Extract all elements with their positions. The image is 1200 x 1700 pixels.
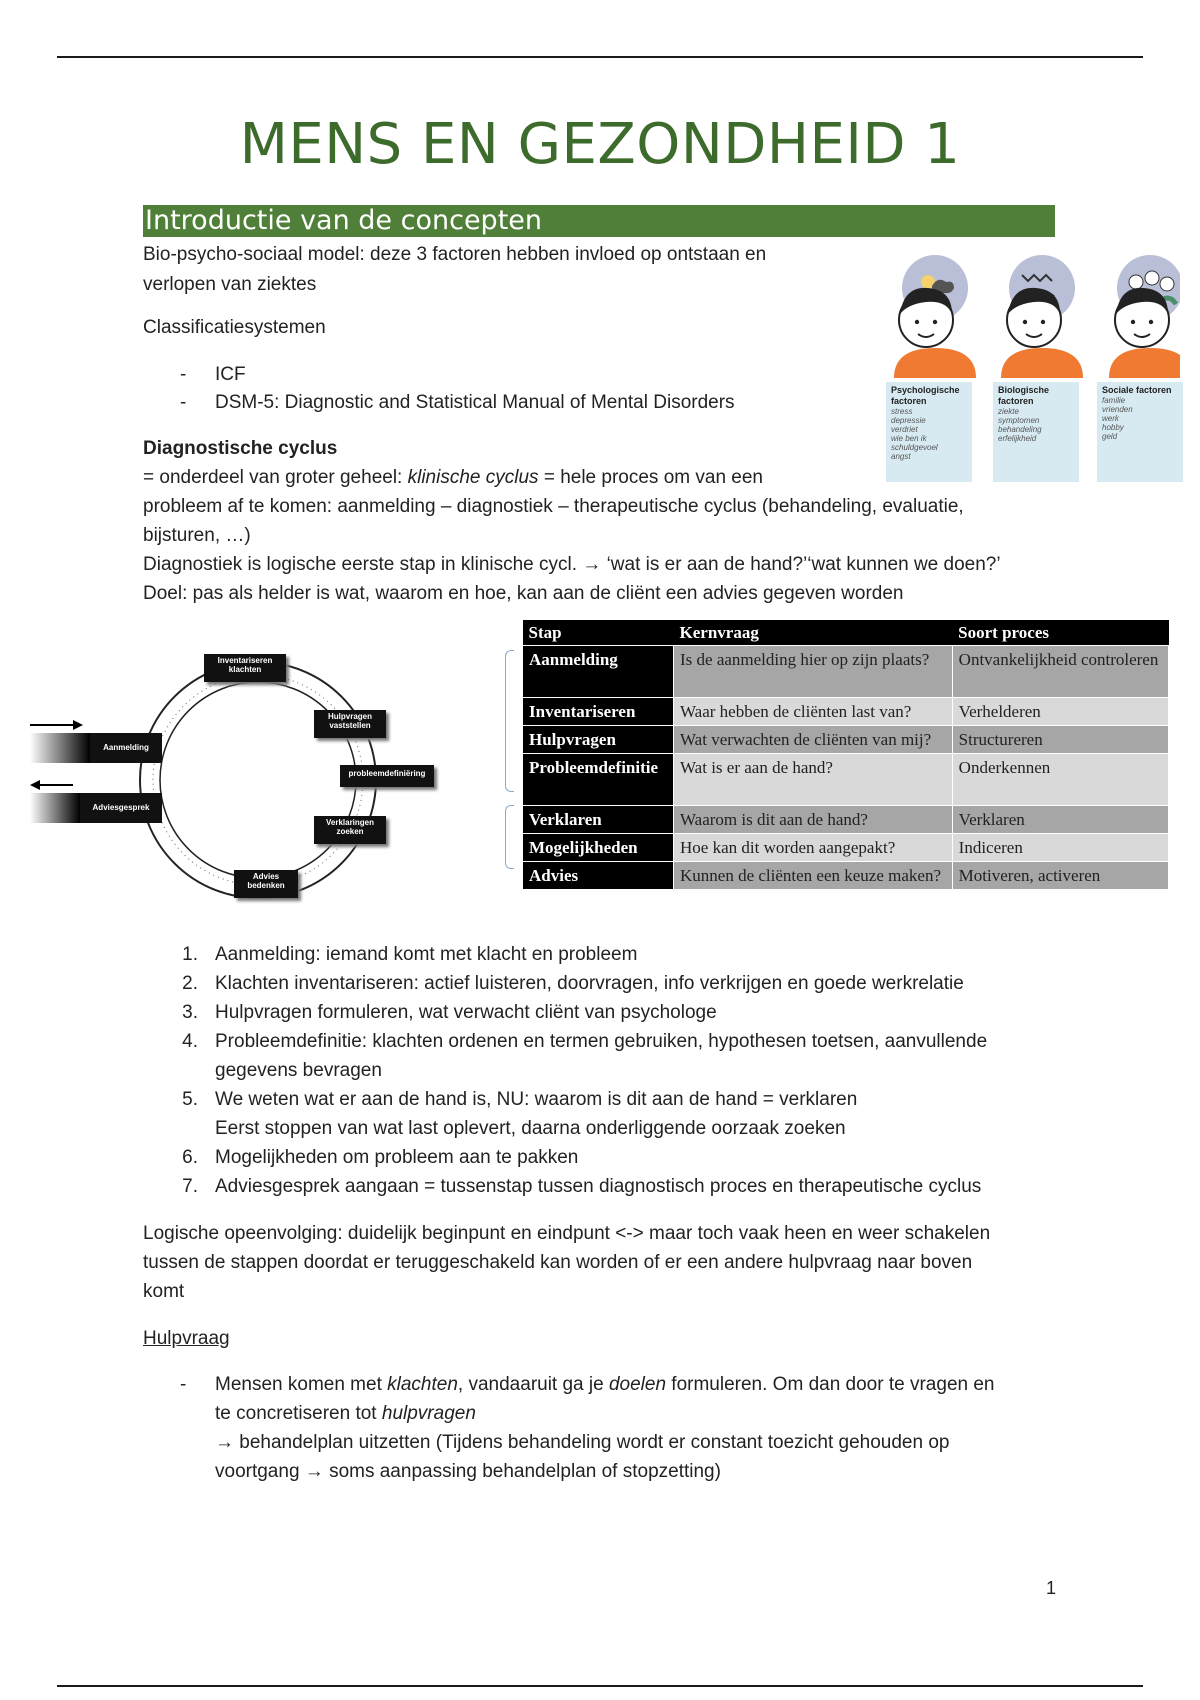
bullet-dash: -: [180, 364, 187, 385]
factor-item: verdriet: [891, 425, 918, 434]
cell-soort: Structureren: [952, 726, 1168, 754]
list-text: Hulpvragen formuleren, wat verwacht cliënt van psychologe: [215, 1002, 717, 1023]
page-number: 1: [1046, 1578, 1057, 1598]
intro-line-1: Bio-psycho-sociaal model: deze 3 factoren hebben invloed op ontstaan en: [143, 244, 767, 265]
cell-soort: Verhelderen: [952, 698, 1168, 726]
arrow-in-icon: [30, 720, 83, 730]
cell-stap: Probleemdefinitie: [523, 754, 674, 806]
table-bracket-bottom: [505, 805, 514, 869]
list-text: Probleemdefinitie: klachten ordenen en termen gebruiken, hypothesen toetsen, aanvullende: [215, 1031, 988, 1052]
table-row: [523, 698, 1169, 726]
factor-item: familie: [1102, 396, 1126, 405]
factor-title: Psychologische factoren: [891, 385, 960, 406]
cell-soort: Motiveren, activeren: [952, 862, 1168, 890]
logisch-line-3: komt: [143, 1281, 185, 1302]
list-number: 5.: [182, 1089, 198, 1110]
section-heading: [143, 205, 1055, 237]
kernvraag-table: [522, 620, 1169, 890]
cell-kernvraag: Waar hebben de cliënten last van?: [674, 698, 953, 726]
emphasis-run: klachten: [387, 1374, 458, 1395]
bullet-dash: -: [180, 1374, 187, 1395]
bullet-text: [215, 1370, 995, 1399]
list-text: Klachten inventariseren: actief luisteren, doorvragen, info verkrijgen en goede werkrelatie: [215, 973, 964, 994]
list-text: Mogelijkheden om probleem aan te pakken: [215, 1147, 579, 1168]
factor-item: werk: [1102, 414, 1119, 423]
list-number: 7.: [182, 1176, 198, 1197]
cell-soort: Ontvankelijkheid controleren: [952, 646, 1168, 698]
factor-item: schuldgevoel: [891, 443, 938, 452]
text-run: = onderdeel van groter geheel:: [143, 467, 408, 488]
table-row: [523, 726, 1169, 754]
bullet-text: voortgang → soms aanpassing behandelplan of stopzetting): [215, 1461, 721, 1482]
list-number: 4.: [182, 1031, 198, 1052]
factor-title: Sociale factoren: [1102, 385, 1172, 395]
factor-item: vrienden: [1102, 405, 1133, 414]
table-row: [523, 754, 1169, 806]
cycle-box-advies: [234, 870, 298, 898]
factor-item: erfelijkheid: [998, 434, 1037, 443]
cycle-label: Advies bedenken: [247, 872, 285, 890]
hulpvraag-heading: Hulpvraag: [143, 1328, 230, 1349]
list-number: 1.: [182, 944, 198, 965]
factor-item: ziekte: [998, 407, 1019, 416]
bottom-rule: [57, 1685, 1143, 1687]
cycle-box-hulpvragen: [314, 710, 386, 738]
section-heading-text: Introductie van de concepten: [145, 205, 542, 236]
social-figure: [1109, 255, 1180, 378]
cycle-label: probleemdefiniëring: [348, 769, 426, 778]
table-header-row: [523, 620, 1169, 646]
aanmelding-fade: [30, 733, 90, 763]
logisch-line-2: tussen de stappen doordat er teruggeschakeld kan worden of er een andere hulpvraag naar boven: [143, 1252, 973, 1273]
diagnostische-line-3: bijsturen, …): [143, 525, 251, 546]
cycle-label: Verklaringen zoeken: [325, 818, 375, 836]
header-kernvraag: Kernvraag: [674, 620, 953, 646]
cycle-label: Adviesgesprek: [92, 803, 150, 812]
table-row: [523, 646, 1169, 698]
factor-item: depressie: [891, 416, 926, 425]
cell-kernvraag: Wat is er aan de hand?: [674, 754, 953, 806]
factor-item: stress: [891, 407, 913, 416]
intro-line-2: verlopen van ziektes: [143, 274, 317, 295]
diagnostische-heading: Diagnostische cyclus: [143, 438, 338, 459]
bullet-text: [215, 1399, 476, 1428]
cycle-box-inventariseren: [204, 654, 286, 682]
factor-title: Biologische factoren: [998, 385, 1050, 406]
table-row: [523, 862, 1169, 890]
biological-figure: [1001, 255, 1083, 378]
cell-soort: Verklaren: [952, 806, 1168, 834]
cell-soort: Onderkennen: [952, 754, 1168, 806]
bullet-text: DSM-5: Diagnostic and Statistical Manual of Mental Disorders: [215, 392, 735, 413]
cycle-label: Hulpvragen vaststellen: [327, 712, 372, 730]
cell-soort: Indiceren: [952, 834, 1168, 862]
emphasis-run: klinische cyclus: [407, 467, 539, 488]
factor-item: hobby: [1102, 423, 1124, 432]
list-text: gegevens bevragen: [215, 1060, 382, 1081]
arrow-out-icon: [30, 780, 73, 790]
list-text: Aanmelding: iemand komt met klacht en probleem: [215, 944, 638, 965]
cell-stap: Advies: [523, 862, 674, 890]
cycle-label: Inventariseren klachten: [217, 656, 273, 674]
cell-stap: Aanmelding: [523, 646, 674, 698]
bullet-text: ICF: [215, 364, 246, 385]
text-run: = hele proces om van een: [538, 467, 763, 488]
cell-kernvraag: Wat verwachten de cliënten van mij?: [674, 726, 953, 754]
page-title: MENS EN GEZONDHEID 1: [239, 112, 961, 177]
cycle-label: Aanmelding: [103, 743, 149, 752]
factor-item: angst: [891, 452, 911, 461]
factor-item: geld: [1102, 432, 1118, 441]
list-number: 3.: [182, 1002, 198, 1023]
cycle-box-aanmelding: [90, 733, 162, 763]
list-text: Eerst stoppen van wat last oplevert, daarna onderliggende oorzaak zoeken: [215, 1118, 846, 1139]
cell-stap: Mogelijkheden: [523, 834, 674, 862]
table-bracket-top: [505, 650, 514, 792]
factor-item: behandeling: [998, 425, 1042, 434]
text-run: formuleren. Om dan door te vragen en: [666, 1374, 995, 1395]
factor-caption-social: [1097, 382, 1183, 482]
text-run: te concretiseren tot: [215, 1403, 382, 1424]
top-rule: [57, 56, 1143, 58]
text-run: Mensen komen met: [215, 1374, 388, 1395]
text-run: , vandaaruit ga je: [457, 1374, 609, 1395]
diagnostische-line-1: [143, 463, 763, 492]
factor-figures-graphic: [880, 250, 1180, 385]
bullet-text: → behandelplan uitzetten (Tijdens behandeling wordt er constant toezicht gehouden op: [215, 1432, 950, 1453]
cell-stap: Verklaren: [523, 806, 674, 834]
factor-item: wie ben ik: [891, 434, 927, 443]
header-stap: Stap: [523, 620, 674, 646]
cell-kernvraag: Waarom is dit aan de hand?: [674, 806, 953, 834]
cell-stap: Inventariseren: [523, 698, 674, 726]
factor-item: symptomen: [998, 416, 1040, 425]
table-row: [523, 806, 1169, 834]
factor-caption-psychological: [886, 382, 972, 482]
emphasis-run: doelen: [608, 1374, 667, 1395]
table-row: [523, 834, 1169, 862]
list-number: 6.: [182, 1147, 198, 1168]
factor-caption-biological: [993, 382, 1079, 482]
bullet-dash: -: [180, 392, 187, 413]
header-soort: Soort proces: [952, 620, 1168, 646]
cycle-box-adviesgesprek: [80, 793, 162, 823]
diagnostische-line-2: probleem af te komen: aanmelding – diagnostiek – therapeutische cyclus (behandeling, evaluatie,: [143, 496, 964, 517]
cycle-box-verklaringen: [314, 816, 386, 844]
logisch-line-1: Logische opeenvolging: duidelijk beginpunt en eindpunt <-> maar toch vaak heen en weer schakelen: [143, 1223, 991, 1244]
diagnostische-line-4: Diagnostiek is logische eerste stap in klinische cycl. → ‘wat is er aan de hand?’‘wat kunnen we doen?’: [143, 554, 1001, 575]
list-text: We weten wat er aan de hand is, NU: waarom is dit aan de hand = verklaren: [215, 1089, 858, 1110]
classificatie-label: Classificatiesystemen: [143, 317, 326, 338]
list-text: Adviesgesprek aangaan = tussenstap tussen diagnostisch proces en therapeutische cyclus: [215, 1176, 982, 1197]
cycle-box-probleem: [340, 765, 434, 787]
cell-kernvraag: Hoe kan dit worden aangepakt?: [674, 834, 953, 862]
advies-fade: [30, 793, 80, 823]
cell-stap: Hulpvragen: [523, 726, 674, 754]
cell-kernvraag: Is de aanmelding hier op zijn plaats?: [674, 646, 953, 698]
list-number: 2.: [182, 973, 198, 994]
psychological-figure: [894, 255, 976, 378]
cell-kernvraag: Kunnen de cliënten een keuze maken?: [674, 862, 953, 890]
diagnostische-line-5: Doel: pas als helder is wat, waarom en hoe, kan aan de cliënt een advies gegeven worden: [143, 583, 904, 604]
emphasis-run: hulpvragen: [381, 1403, 476, 1424]
